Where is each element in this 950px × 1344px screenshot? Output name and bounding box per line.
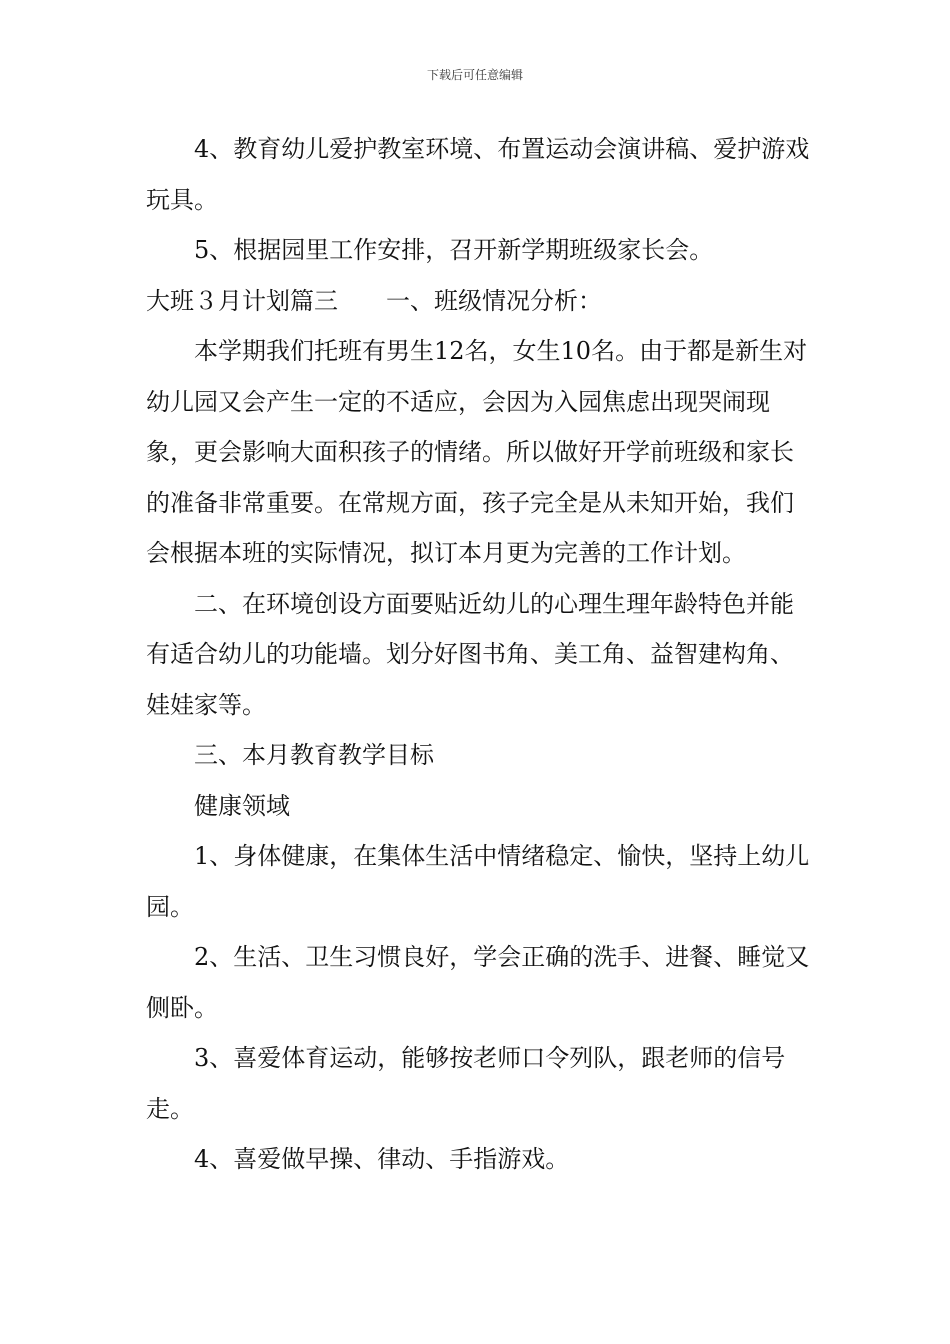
- paragraph-item-5-parent-meeting: 5、根据园里工作安排，召开新学期班级家长会。: [194, 236, 714, 264]
- paragraph-environment: 二、在环境创设方面要贴近幼儿的心理生理年龄特色并能有适合幼儿的功能墙。划分好图书角、美工角、益智建构角、娃娃家等。: [146, 589, 794, 719]
- document-body: [146, 124, 816, 1185]
- paragraph-health-domain: 健康领域: [194, 791, 290, 820]
- paragraph-class-analysis: 本学期我们托班有男生12名，女生10名。由于都是新生对幼儿园又会产生一定的不适应，会因为入园焦虑出现哭闹现象，更会影响大面积孩子的情绪。所以做好开学前班级和家长的准备非常重要。在常规方面，孩子完全是从未知开始，我们会根据本班的实际情况，拟订本月更为完善的工作计划。: [146, 337, 808, 567]
- paragraph-goal-4: 4、喜爱做早操、律动、手指游戏。: [194, 1145, 570, 1173]
- paragraph-goal-1: 1、身体健康，在集体生活中情绪稳定、愉快，坚持上幼儿园。: [146, 842, 810, 921]
- paragraph-goal-2: 2、生活、卫生习惯良好，学会正确的洗手、进餐、睡觉又侧卧。: [146, 943, 810, 1022]
- page-header: 下载后可任意编辑: [426, 68, 523, 82]
- paragraph-goals-heading: 三、本月教育教学目标: [194, 741, 434, 769]
- section-heading: 大班３月计划篇三 一、班级情况分析：: [146, 286, 602, 315]
- paragraph-item-4-protect: 4、教育幼儿爱护教室环境、布置运动会演讲稿、爱护游戏玩具。: [146, 135, 810, 214]
- paragraph-goal-3: 3、喜爱体育运动，能够按老师口令列队，跟老师的信号走。: [146, 1044, 786, 1123]
